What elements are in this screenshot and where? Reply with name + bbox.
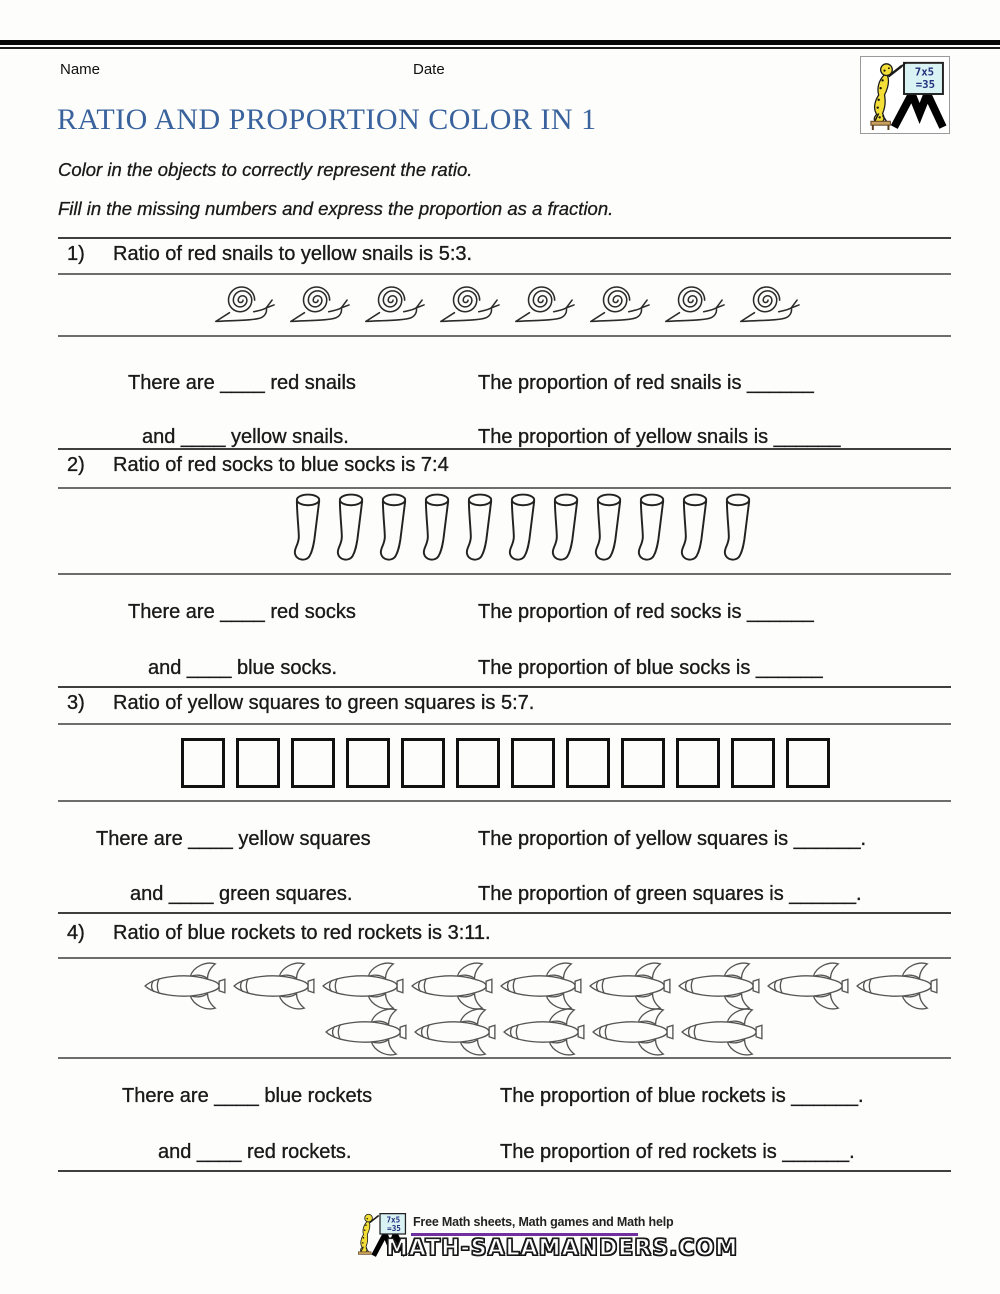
question-1-row — [67, 243, 472, 266]
question-1-prompt: Ratio of red snails to yellow snails is 5:3. — [113, 243, 473, 265]
q1-proportion-blank-red[interactable]: The proportion of red snails is ______ — [478, 372, 814, 394]
rocket-row-2 — [321, 1007, 766, 1057]
divider — [58, 273, 951, 275]
sock-icon[interactable] — [379, 492, 412, 566]
page-title: RATIO AND PROPORTION COLOR IN 1 — [57, 103, 597, 136]
sock-row — [293, 492, 756, 566]
rocket-icon[interactable] — [407, 961, 496, 1011]
snail-icon[interactable] — [588, 281, 650, 325]
divider — [58, 1170, 951, 1172]
q2-proportion-blank-red[interactable]: The proportion of red socks is ______ — [478, 601, 814, 623]
top-border-thin — [0, 47, 1000, 49]
rocket-icon[interactable] — [674, 961, 763, 1011]
square-row — [181, 738, 830, 788]
square-icon[interactable] — [511, 738, 555, 788]
q1-proportion-blank-yellow[interactable]: The proportion of yellow snails is ______ — [478, 426, 841, 448]
worksheet-logo — [860, 56, 950, 134]
snail-icon[interactable] — [738, 281, 800, 325]
sock-icon[interactable] — [551, 492, 584, 566]
square-icon[interactable] — [786, 738, 830, 788]
snail-icon[interactable] — [363, 281, 425, 325]
rocket-icon[interactable] — [140, 961, 229, 1011]
q4-count-blank-red[interactable]: and ____ red rockets. — [158, 1141, 352, 1163]
rocket-icon[interactable] — [410, 1007, 499, 1057]
q1-count-blank-yellow[interactable]: and ____ yellow snails. — [142, 426, 349, 448]
snail-icon[interactable] — [213, 281, 275, 325]
salamander-easel-icon — [861, 57, 947, 131]
divider — [58, 237, 951, 239]
divider — [58, 487, 951, 489]
easel-legs — [894, 94, 943, 127]
rocket-icon[interactable] — [321, 1007, 410, 1057]
snail-icon[interactable] — [513, 281, 575, 325]
rocket-icon[interactable] — [852, 961, 941, 1011]
q3-count-blank-green[interactable]: and ____ green squares. — [130, 883, 353, 905]
square-icon[interactable] — [291, 738, 335, 788]
sock-icon[interactable] — [336, 492, 369, 566]
sock-icon[interactable] — [723, 492, 756, 566]
rocket-icon[interactable] — [763, 961, 852, 1011]
question-4-row — [67, 922, 491, 945]
rocket-icon[interactable] — [677, 1007, 766, 1057]
q3-proportion-blank-yellow[interactable]: The proportion of yellow squares is ______. — [478, 828, 867, 850]
q3-proportion-blank-green[interactable]: The proportion of green squares is ______. — [478, 883, 862, 905]
rocket-icon[interactable] — [499, 1007, 588, 1057]
divider — [58, 912, 951, 914]
q4-proportion-blank-blue[interactable]: The proportion of blue rockets is ______. — [500, 1085, 864, 1107]
snail-icon[interactable] — [438, 281, 500, 325]
square-icon[interactable] — [676, 738, 720, 788]
name-label: Name — [60, 61, 101, 78]
square-icon[interactable] — [456, 738, 500, 788]
divider — [58, 957, 951, 959]
question-2-number: 2) — [67, 454, 85, 476]
rocket-icon[interactable] — [585, 961, 674, 1011]
divider — [58, 723, 951, 725]
board-equation-top: 7x5 — [386, 1215, 401, 1225]
divider — [58, 573, 951, 575]
sock-icon[interactable] — [508, 492, 541, 566]
divider — [58, 1057, 951, 1059]
q4-proportion-blank-red[interactable]: The proportion of red rockets is ______. — [500, 1141, 855, 1163]
square-icon[interactable] — [401, 738, 445, 788]
question-3-prompt: Ratio of yellow squares to green squares is 5:7. — [113, 692, 535, 714]
square-icon[interactable] — [346, 738, 390, 788]
snail-icon[interactable] — [663, 281, 725, 325]
question-3-row — [67, 692, 534, 715]
q3-count-blank-yellow[interactable]: There are ____ yellow squares — [96, 828, 371, 850]
rocket-icon[interactable] — [588, 1007, 677, 1057]
rocket-icon[interactable] — [229, 961, 318, 1011]
rocket-icon[interactable] — [318, 961, 407, 1011]
top-border-thick — [0, 40, 1000, 45]
square-icon[interactable] — [621, 738, 665, 788]
q2-count-blank-red[interactable]: There are ____ red socks — [128, 601, 356, 623]
q2-proportion-blank-blue[interactable]: The proportion of blue socks is ______ — [478, 657, 823, 679]
sock-icon[interactable] — [422, 492, 455, 566]
question-4-number: 4) — [67, 922, 85, 944]
rocket-icon[interactable] — [496, 961, 585, 1011]
square-icon[interactable] — [181, 738, 225, 788]
square-icon[interactable] — [566, 738, 610, 788]
instruction-line-2: Fill in the missing numbers and express the proportion as a fraction. — [58, 198, 614, 219]
divider — [58, 686, 951, 688]
footer-tagline: Free Math sheets, Math games and Math help — [413, 1215, 674, 1229]
question-2-prompt: Ratio of red socks to blue socks is 7:4 — [113, 454, 449, 476]
sock-icon[interactable] — [465, 492, 498, 566]
q4-count-blank-blue[interactable]: There are ____ blue rockets — [122, 1085, 373, 1107]
snail-row — [213, 281, 800, 325]
sock-icon[interactable] — [293, 492, 326, 566]
question-1-number: 1) — [67, 243, 85, 265]
board-equation-bottom: =35 — [387, 1223, 401, 1233]
question-3-number: 3) — [67, 692, 85, 714]
instruction-line-1: Color in the objects to correctly represent the ratio. — [58, 159, 473, 180]
q2-count-blank-blue[interactable]: and ____ blue socks. — [148, 657, 338, 679]
rocket-row-1 — [140, 961, 941, 1011]
date-label: Date — [413, 61, 445, 78]
board-equation-bottom: =35 — [915, 78, 936, 92]
question-4-prompt: Ratio of blue rockets to red rockets is 3:11. — [113, 922, 491, 944]
square-icon[interactable] — [236, 738, 280, 788]
sock-icon[interactable] — [680, 492, 713, 566]
snail-icon[interactable] — [288, 281, 350, 325]
q1-count-blank-red[interactable]: There are ____ red snails — [128, 372, 356, 394]
question-2-row — [67, 454, 449, 477]
board-equation-top: 7x5 — [914, 65, 935, 79]
sock-icon[interactable] — [637, 492, 670, 566]
sock-icon[interactable] — [594, 492, 627, 566]
divider — [58, 335, 951, 337]
divider — [58, 800, 951, 802]
square-icon[interactable] — [731, 738, 775, 788]
footer-sitename[interactable]: MATH-SALAMANDERS.COM — [386, 1236, 739, 1261]
